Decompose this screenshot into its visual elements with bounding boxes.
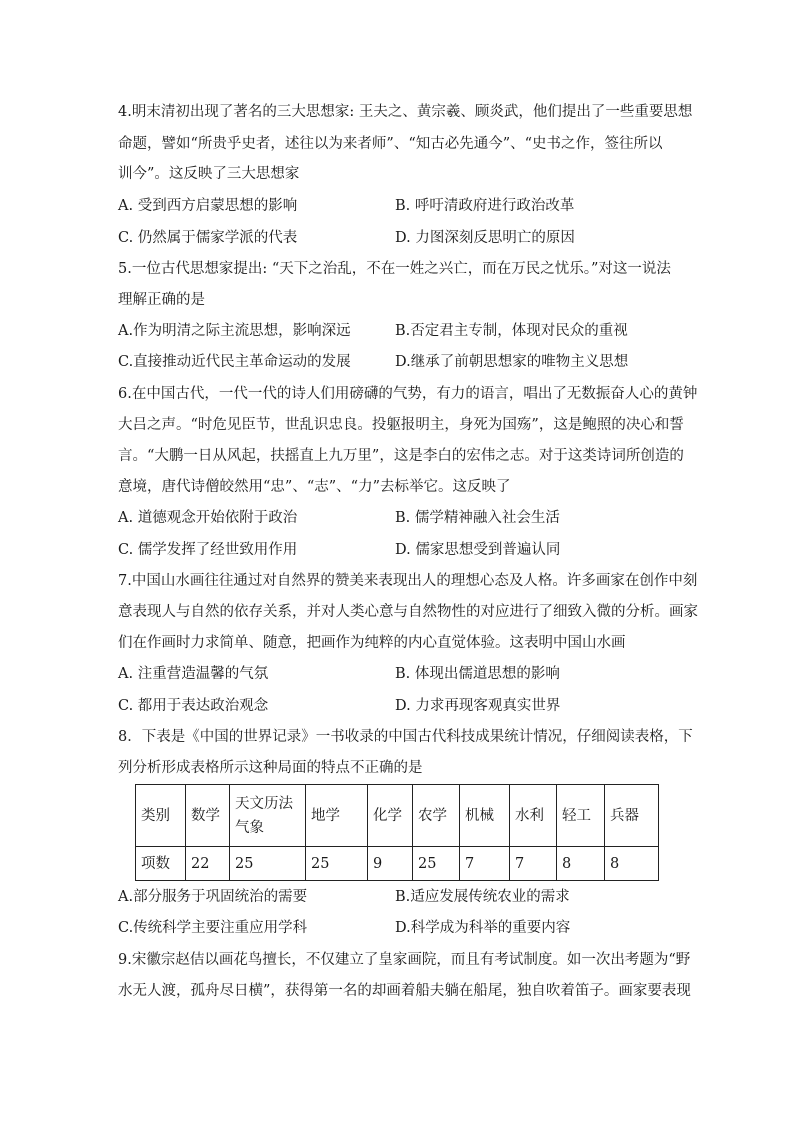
table-header-cell: 机械	[460, 785, 510, 847]
table-header-cell: 兵器	[605, 785, 659, 847]
q8-option-c: C.传统科学主要注重应用学科	[118, 920, 308, 936]
table-cell: 25	[306, 847, 368, 881]
q7-stem-line-3: 们在作画时力求简单、随意，把画作为纯粹的内心直觉体验。这表明中国山水画	[118, 635, 626, 651]
q7-stem-line-1: 7.中国山水画往往通过对自然界的赞美来表现出人的理想心态及人格。许多画家在创作中刻	[118, 573, 698, 589]
table-header-cell: 轻工	[557, 785, 605, 847]
table-cell: 7	[510, 847, 557, 881]
q6-stem-line-1: 6.在中国古代，一代一代的诗人们用磅礴的气势，有力的语言，唱出了无数振奋人心的黄钟	[118, 386, 698, 402]
q5-option-c: C.直接推动近代民主革命运动的发展	[118, 354, 351, 370]
q8-option-a: A.部分服务于巩固统治的需要	[118, 889, 308, 905]
table-header-cell: 化学	[368, 785, 413, 847]
table-row-header-category: 类别	[136, 785, 186, 847]
q7-option-c: C. 都用于表达政治观念	[118, 698, 269, 714]
table-cell: 25	[230, 847, 306, 881]
q4-option-a: A. 受到西方启蒙思想的影响	[118, 198, 298, 214]
table-cell: 8	[605, 847, 659, 881]
q6-option-c: C. 儒学发挥了经世致用作用	[118, 542, 298, 558]
table-cell: 8	[557, 847, 605, 881]
q9-stem-line-1: 9.宋徽宗赵佶以画花鸟擅长，不仅建立了皇家画院，而且有考试制度。如一次出考题为“野	[118, 952, 691, 968]
q4-option-b: B. 呼吁清政府进行政治改革	[395, 198, 575, 214]
q4-option-d: D. 力图深刻反思明亡的原因	[395, 230, 575, 246]
tech-achievements-table	[135, 784, 659, 881]
table-header-cell: 天文历法气象	[230, 785, 306, 847]
q6-stem-line-3: 言。“大鹏一日从风起，扶摇直上九万里”，这是李白的宏伟之志。对于这类诗词所创造的	[118, 448, 684, 464]
q8-option-b: B.适应发展传统农业的需求	[395, 889, 570, 905]
q5-option-d: D.继承了前朝思想家的唯物主义思想	[395, 354, 629, 370]
q7-stem-line-2: 意表现人与自然的依存关系，并对人类心意与自然物性的对应进行了细致入微的分析。画家	[118, 604, 698, 620]
table-header-cell: 地学	[306, 785, 368, 847]
q4-stem-line-1: 4.明末清初出现了著名的三大思想家: 王夫之、黄宗羲、顾炎武，他们提出了一些重要思想	[118, 104, 693, 120]
q5-option-b: B.否定君主专制，体现对民众的重视	[395, 323, 628, 339]
table-header-cell: 数学	[186, 785, 230, 847]
q4-stem-line-3: 训今”。这反映了三大思想家	[118, 166, 300, 182]
table-cell: 22	[186, 847, 230, 881]
q6-option-a: A. 道德观念开始依附于政治	[118, 510, 298, 526]
q6-option-b: B. 儒学精神融入社会生活	[395, 510, 560, 526]
table-row-header-count: 项数	[136, 847, 186, 881]
q5-stem-line-1: 5.一位古代思想家提出: “天下之治乱，不在一姓之兴亡，而在万民之忧乐。”对这一说法	[118, 261, 671, 277]
q4-stem-line-2: 命题，譬如“所贵乎史者，述往以为来者师”、“知古必先通今”、“史书之作，签往所以	[118, 136, 663, 152]
q6-stem-line-4: 意境，唐代诗僧皎然用“忠”、“志”、“力”去标举它。这反映了	[118, 479, 511, 495]
q8-option-d: D.科学成为科举的重要内容	[395, 920, 571, 936]
q6-stem-line-2: 大吕之声。“时危见臣节，世乱识忠良。投躯报明主，身死为国殇”，这是鲍照的决心和誓	[118, 417, 684, 433]
table-header-cell: 水利	[510, 785, 557, 847]
q6-option-d: D. 儒家思想受到普遍认同	[395, 542, 561, 558]
q9-stem-line-2: 水无人渡，孤舟尽日横”，获得第一名的却画着船夫躺在船尾，独自吹着笛子。画家要表现	[118, 983, 691, 999]
table-row-counts	[136, 847, 659, 881]
table-cell: 25	[413, 847, 460, 881]
q7-option-d: D. 力求再现客观真实世界	[395, 698, 561, 714]
q5-stem-line-2: 理解正确的是	[118, 292, 205, 308]
table-row-categories	[136, 785, 659, 847]
q7-option-a: A. 注重营造温馨的气氛	[118, 666, 269, 682]
q8-stem-line-1: 8．下表是《中国的世界记录》一书收录的中国古代科技成果统计情况，仔细阅读表格，下	[118, 729, 693, 745]
q8-stem-line-2: 列分析形成表格所示这种局面的特点不正确的是	[118, 760, 423, 776]
q7-option-b: B. 体现出儒道思想的影响	[395, 666, 560, 682]
q4-option-c: C. 仍然属于儒家学派的代表	[118, 230, 298, 246]
table-cell: 9	[368, 847, 413, 881]
q5-option-a: A.作为明清之际主流思想，影响深远	[118, 323, 351, 339]
table-header-cell: 农学	[413, 785, 460, 847]
table-cell: 7	[460, 847, 510, 881]
